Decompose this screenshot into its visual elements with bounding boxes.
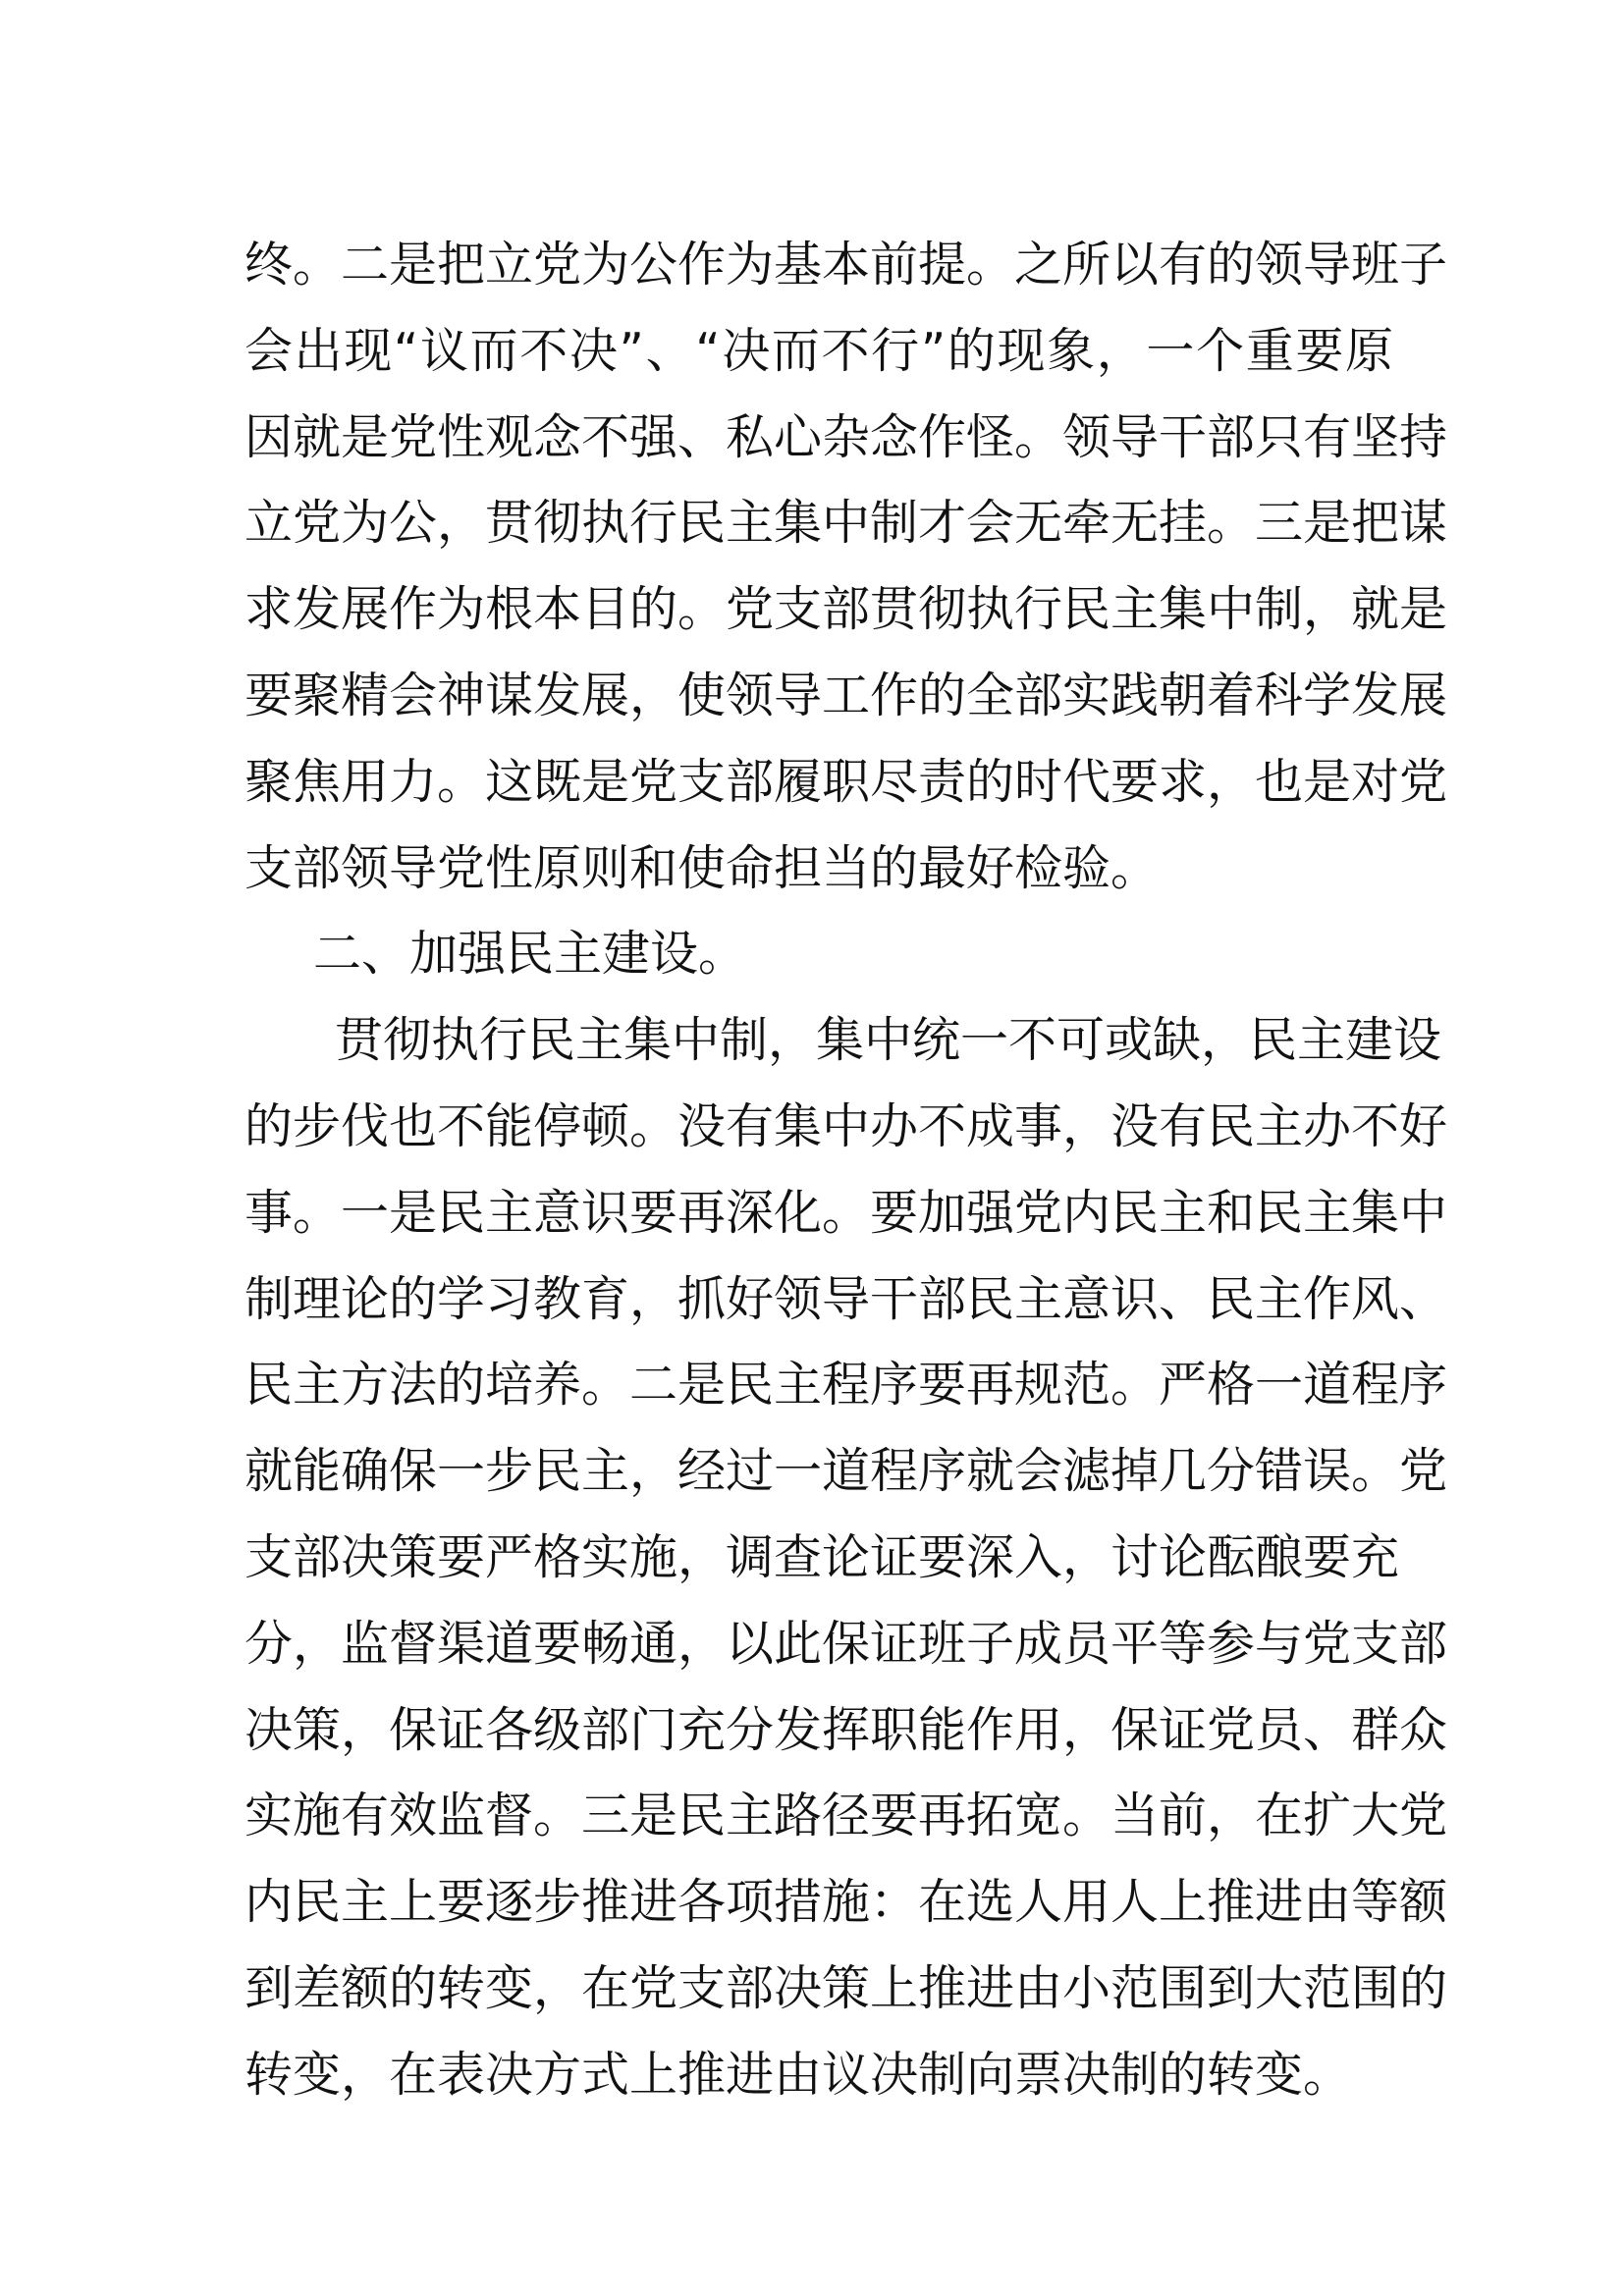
text-line: 会出现“议而不决”、“决而不行”的现象，一个重要原	[244, 322, 1393, 379]
text-line: 内民主上要逐步推进各项措施：在选人用人上推进由等额	[244, 1874, 1448, 1931]
text-line: 支部领导党性原则和使命担当的最好检验。	[244, 839, 1160, 896]
text-line: 支部决策要严格实施，调查论证要深入，讨论酝酿要充	[244, 1528, 1400, 1585]
text-line: 求发展作为根本目的。党支部贯彻执行民主集中制，就是	[244, 581, 1448, 638]
text-line: 要聚精会神谋发展，使领导工作的全部实践朝着科学发展	[244, 667, 1448, 723]
section-heading: 二、加强民主建设。	[313, 926, 747, 983]
text-line: 转变，在表决方式上推进由议决制向票决制的转变。	[244, 2046, 1352, 2103]
text-line: 事。一是民主意识要再深化。要加强党内民主和民主集中	[244, 1184, 1448, 1241]
text-line: 聚焦用力。这既是党支部履职尽责的时代要求，也是对党	[244, 753, 1448, 810]
text-line: 决策，保证各级部门充分发挥职能作用，保证党员、群众	[244, 1701, 1448, 1758]
text-line: 立党为公，贯彻执行民主集中制才会无牵无挂。三是把谋	[244, 495, 1448, 552]
body-text	[244, 222, 1448, 2118]
text-line: 因就是党性观念不强、私心杂念作怪。领导干部只有坚持	[244, 408, 1448, 465]
text-line: 分，监督渠道要畅通，以此保证班子成员平等参与党支部	[244, 1615, 1448, 1672]
text-line: 实施有效监督。三是民主路径要再拓宽。当前，在扩大党	[244, 1788, 1448, 1844]
text-line: 到差额的转变，在党支部决策上推进由小范围到大范围的	[244, 1959, 1448, 2016]
text-line: 终。二是把立党为公作为基本前提。之所以有的领导班子	[244, 237, 1448, 293]
text-line: 的步伐也不能停顿。没有集中办不成事，没有民主办不好	[244, 1097, 1448, 1154]
text-line: 民主方法的培养。二是民主程序要再规范。严格一道程序	[244, 1357, 1448, 1414]
text-line: 就能确保一步民主，经过一道程序就会滤掉几分错误。党	[244, 1443, 1448, 1500]
paragraph-first-line: 贯彻执行民主集中制，集中统一不可或缺，民主建设	[335, 1012, 1442, 1069]
text-line: 制理论的学习教育，抓好领导干部民主意识、民主作风、	[244, 1270, 1448, 1327]
